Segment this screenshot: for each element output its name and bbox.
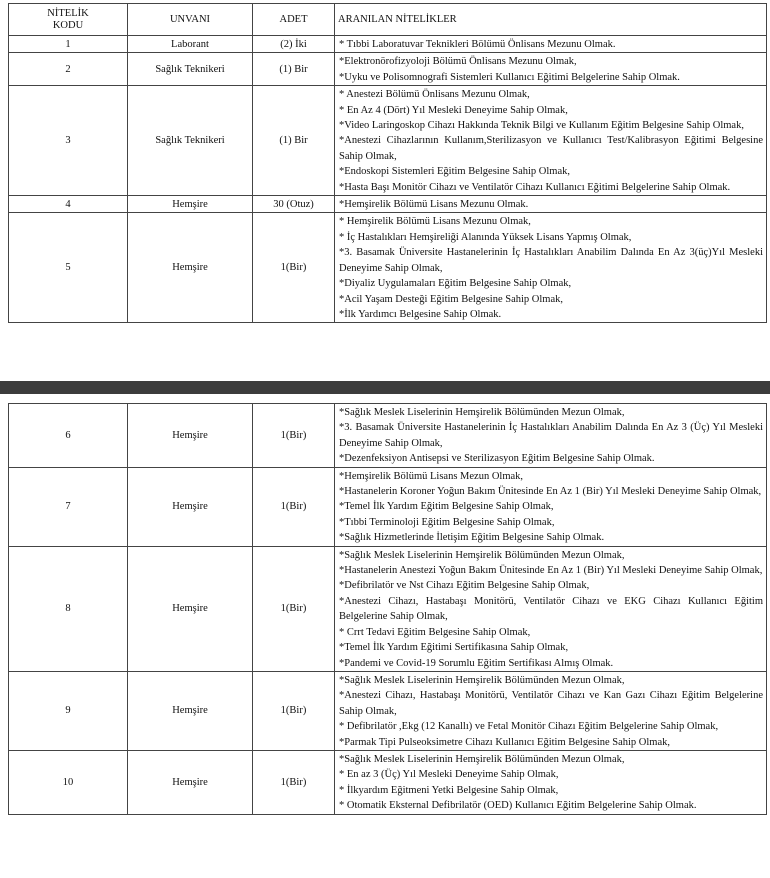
adet-cell: (1) Bir bbox=[253, 53, 335, 86]
requirement-item: *Sağlık Meslek Liselerinin Hemşirelik Bölümünden Mezun Olmak, bbox=[339, 674, 625, 686]
table-row bbox=[9, 213, 767, 323]
kodu-cell: 6 bbox=[9, 404, 128, 468]
requirement-item: *Defibrilatör ve Nst Cihazı Eğitim Belgesine Sahip Olmak, bbox=[339, 580, 590, 592]
requirements-table-top bbox=[8, 3, 767, 323]
page-separator bbox=[0, 381, 770, 394]
table-row bbox=[9, 404, 767, 468]
requirement-item: *Diyaliz Uygulamaları Eğitim Belgesine Sahip Olmak, bbox=[339, 278, 572, 290]
nitelikler-cell bbox=[335, 546, 767, 671]
requirement-item: *Hastanelerin Anestezi Yoğun Bakım Ünitesinde En Az 1 (Bir) Yıl Mesleki Deneyime Sahip Olmak, bbox=[339, 565, 763, 577]
requirement-item: * Hemşirelik Bölümü Lisans Mezunu Olmak, bbox=[339, 216, 531, 228]
requirement-item: * İç Hastalıkları Hemşireliği Alanında Yüksek Lisans Yapmış Olmak, bbox=[339, 231, 632, 243]
unvan-cell: Sağlık Teknikeri bbox=[128, 53, 253, 86]
requirement-item: * Crrt Tedavi Eğitim Belgesine Sahip Olmak, bbox=[339, 626, 531, 638]
kodu-cell: 2 bbox=[9, 53, 128, 86]
adet-cell: 1(Bir) bbox=[253, 671, 335, 750]
requirement-item: *3. Basamak Üniversite Hastanelerinin İç Hastalıkları Anabilim Dalında En Az 3(üç)Yıl Mesleki Deneyime Sahip Olmak, bbox=[339, 247, 763, 274]
nitelikler-cell bbox=[335, 467, 767, 546]
nitelikler-cell bbox=[335, 53, 767, 86]
nitelikler-cell bbox=[335, 671, 767, 750]
requirement-item: *Endoskopi Sistemleri Eğitim Belgesine Sahip Olmak, bbox=[339, 166, 570, 178]
requirement-item: *Elektronörofizyoloji Bölümü Önlisans Mezunu Olmak, bbox=[339, 56, 577, 68]
requirement-item: *Pandemi ve Covid-19 Sorumlu Eğitim Sertifikası Almış Olmak. bbox=[339, 657, 614, 669]
requirement-item: * İlkyardım Eğitmeni Yetki Belgesine Sahip Olmak, bbox=[339, 784, 559, 796]
nitelikler-cell bbox=[335, 213, 767, 323]
header-nitelikler: ARANILAN NİTELİKLER bbox=[335, 4, 767, 36]
table-row bbox=[9, 546, 767, 671]
table-row bbox=[9, 36, 767, 53]
nitelikler-cell bbox=[335, 196, 767, 213]
adet-cell: 1(Bir) bbox=[253, 546, 335, 671]
nitelikler-cell bbox=[335, 404, 767, 468]
requirement-item: * Anestezi Bölümü Önlisans Mezunu Olmak, bbox=[339, 89, 530, 101]
kodu-cell: 1 bbox=[9, 36, 128, 53]
unvan-cell: Hemşire bbox=[128, 213, 253, 323]
kodu-cell: 9 bbox=[9, 671, 128, 750]
requirement-item: *Sağlık Meslek Liselerinin Hemşirelik Bölümünden Mezun Olmak, bbox=[339, 407, 625, 418]
table-row bbox=[9, 86, 767, 196]
unvan-cell: Hemşire bbox=[128, 467, 253, 546]
requirement-item: *Sağlık Meslek Liselerinin Hemşirelik Bölümünden Mezun Olmak, bbox=[339, 753, 625, 765]
header-unvan: UNVANI bbox=[128, 4, 253, 36]
unvan-cell: Hemşire bbox=[128, 671, 253, 750]
header-row bbox=[9, 4, 767, 36]
unvan-cell: Laborant bbox=[128, 36, 253, 53]
requirement-item: *Hemşirelik Bölümü Lisans Mezun Olmak, bbox=[339, 470, 524, 482]
adet-cell: (1) Bir bbox=[253, 86, 335, 196]
requirement-item: *Uyku ve Polisomnografi Sistemleri Kullanıcı Eğitimi Belgelerine Sahip Olmak. bbox=[339, 71, 680, 83]
requirement-item: *Anestezi Cihazı, Hastabaşı Monitörü, Ventilatör Cihazı ve Kan Gazı Cihazı Eğitim Belgelerine Sahip Olmak, bbox=[339, 690, 763, 717]
requirement-item: *İlk Yardımcı Belgesine Sahip Olmak. bbox=[339, 308, 502, 320]
requirements-table-bottom bbox=[8, 403, 767, 815]
requirement-item: *Temel İlk Yardım Eğitimi Sertifikasına Sahip Olmak, bbox=[339, 642, 569, 654]
header-adet: ADET bbox=[253, 4, 335, 36]
requirement-item: * Otomatik Eksternal Defibrilatör (OED) Kullanıcı Eğitim Belgelerine Sahip Olmak. bbox=[339, 800, 697, 812]
adet-cell: 1(Bir) bbox=[253, 213, 335, 323]
header-kodu: NİTELİK KODU bbox=[9, 4, 128, 36]
requirement-item: * En Az 4 (Dört) Yıl Mesleki Deneyime Sahip Olmak, bbox=[339, 104, 568, 116]
nitelikler-cell bbox=[335, 36, 767, 53]
adet-cell: 1(Bir) bbox=[253, 750, 335, 814]
table-row bbox=[9, 53, 767, 86]
kodu-cell: 4 bbox=[9, 196, 128, 213]
requirement-item: *Parmak Tipi Pulseoksimetre Cihazı Kullanıcı Eğitim Belgesine Sahip Olmak, bbox=[339, 736, 671, 748]
requirement-item: *Tıbbi Terminoloji Eğitim Belgesine Sahip Olmak, bbox=[339, 516, 555, 528]
kodu-cell: 8 bbox=[9, 546, 128, 671]
kodu-cell: 10 bbox=[9, 750, 128, 814]
kodu-cell: 5 bbox=[9, 213, 128, 323]
nitelikler-cell bbox=[335, 86, 767, 196]
requirement-item: *3. Basamak Üniversite Hastanelerinin İç Hastalıkları Anabilim Dalında En Az 3 (Üç) Yıl Mesleki Deneyime Sahip Olmak, bbox=[339, 422, 763, 449]
requirement-item: *Acil Yaşam Desteği Eğitim Belgesine Sahip Olmak, bbox=[339, 293, 563, 305]
kodu-cell: 3 bbox=[9, 86, 128, 196]
adet-cell: (2) İki bbox=[253, 36, 335, 53]
kodu-cell: 7 bbox=[9, 467, 128, 546]
table-row bbox=[9, 196, 767, 213]
requirement-item: *Video Laringoskop Cihazı Hakkında Teknik Bilgi ve Kullanım Eğitim Belgesine Sahip Olmak, bbox=[339, 120, 744, 132]
unvan-cell: Hemşire bbox=[128, 546, 253, 671]
nitelikler-cell bbox=[335, 750, 767, 814]
requirement-item: * Defibrilatör ,Ekg (12 Kanallı) ve Fetal Monitör Cihazı Eğitim Belgelerine Sahip Olmak, bbox=[339, 721, 719, 733]
unvan-cell: Hemşire bbox=[128, 750, 253, 814]
requirement-item: *Hastanelerin Koroner Yoğun Bakım Ünitesinde En Az 1 (Bir) Yıl Mesleki Deneyime Sahip Olmak, bbox=[339, 486, 762, 498]
requirement-item: *Hemşirelik Bölümü Lisans Mezunu Olmak. bbox=[339, 199, 529, 211]
unvan-cell: Sağlık Teknikeri bbox=[128, 86, 253, 196]
requirement-item: *Temel İlk Yardım Eğitim Belgesine Sahip Olmak, bbox=[339, 501, 554, 513]
table-row bbox=[9, 750, 767, 814]
requirement-item: *Sağlık Hizmetlerinde İletişim Eğitim Belgesine Sahip Olmak. bbox=[339, 532, 605, 544]
requirement-item: *Anestezi Cihazlarının Kullanım,Sterilizasyon ve Kullanıcı Test/Kalibrasyon Eğitimi Belgesine Sahip Olmak, bbox=[339, 135, 763, 162]
requirement-item: *Sağlık Meslek Liselerinin Hemşirelik Bölümünden Mezun Olmak, bbox=[339, 549, 625, 561]
unvan-cell: Hemşire bbox=[128, 404, 253, 468]
adet-cell: 30 (Otuz) bbox=[253, 196, 335, 213]
requirement-item: *Anestezi Cihazı, Hastabaşı Monitörü, Ventilatör Cihazı ve EKG Cihazı Kullanıcı Eğitim Belgelerine Sahip Olmak, bbox=[339, 595, 763, 623]
table-row bbox=[9, 671, 767, 750]
unvan-cell: Hemşire bbox=[128, 196, 253, 213]
table-row bbox=[9, 467, 767, 546]
requirement-item: *Hasta Başı Monitör Cihazı ve Ventilatör Cihazı Kullanıcı Eğitimi Belgelerine Sahip Olmak. bbox=[339, 181, 731, 193]
requirement-item: * En az 3 (Üç) Yıl Mesleki Deneyime Sahip Olmak, bbox=[339, 769, 559, 781]
adet-cell: 1(Bir) bbox=[253, 404, 335, 468]
requirement-item: * Tıbbi Laboratuvar Teknikleri Bölümü Önlisans Mezunu Olmak. bbox=[339, 39, 616, 50]
requirement-item: *Dezenfeksiyon Antisepsi ve Sterilizasyon Eğitim Belgesine Sahip Olmak. bbox=[339, 453, 655, 465]
adet-cell: 1(Bir) bbox=[253, 467, 335, 546]
